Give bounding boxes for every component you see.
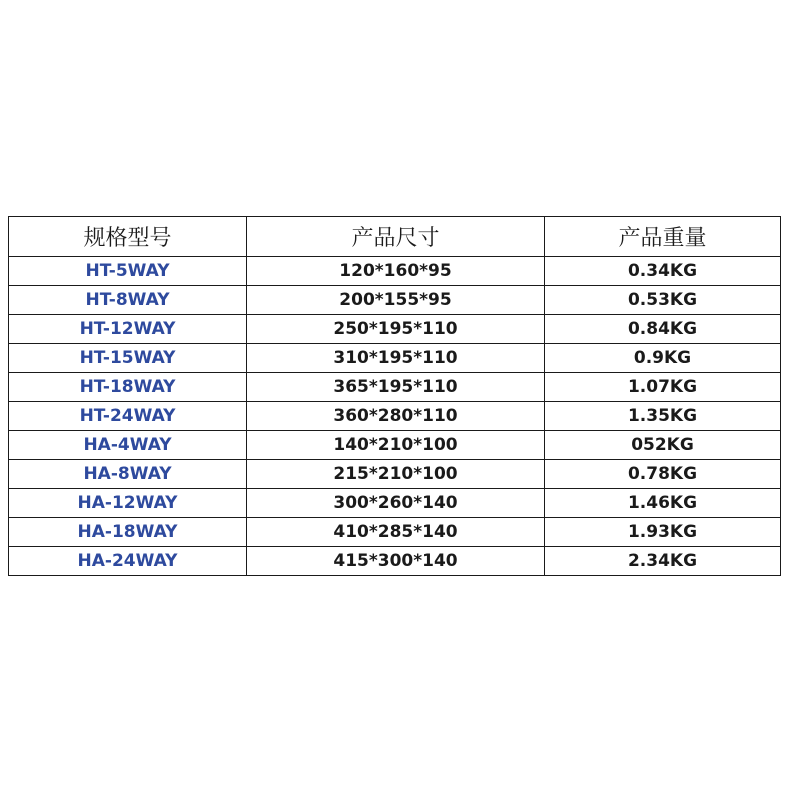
cell-model: HT-5WAY bbox=[9, 257, 247, 286]
cell-weight: 0.84KG bbox=[545, 315, 781, 344]
cell-model: HA-4WAY bbox=[9, 431, 247, 460]
cell-weight: 1.46KG bbox=[545, 489, 781, 518]
cell-model: HT-12WAY bbox=[9, 315, 247, 344]
cell-size: 140*210*100 bbox=[247, 431, 545, 460]
cell-weight: 2.34KG bbox=[545, 547, 781, 576]
cell-model: HA-8WAY bbox=[9, 460, 247, 489]
cell-weight: 1.07KG bbox=[545, 373, 781, 402]
cell-size: 200*155*95 bbox=[247, 286, 545, 315]
cell-size: 120*160*95 bbox=[247, 257, 545, 286]
cell-size: 410*285*140 bbox=[247, 518, 545, 547]
spec-table bbox=[8, 216, 781, 576]
table-row bbox=[9, 518, 781, 547]
table-row bbox=[9, 489, 781, 518]
cell-weight: 1.35KG bbox=[545, 402, 781, 431]
cell-weight: 052KG bbox=[545, 431, 781, 460]
table-row bbox=[9, 373, 781, 402]
cell-model: HA-12WAY bbox=[9, 489, 247, 518]
header-size: 产品尺寸 bbox=[247, 217, 545, 257]
table-row bbox=[9, 286, 781, 315]
cell-size: 250*195*110 bbox=[247, 315, 545, 344]
cell-model: HA-24WAY bbox=[9, 547, 247, 576]
cell-size: 300*260*140 bbox=[247, 489, 545, 518]
table-row bbox=[9, 344, 781, 373]
cell-size: 365*195*110 bbox=[247, 373, 545, 402]
cell-weight: 0.78KG bbox=[545, 460, 781, 489]
cell-weight: 1.93KG bbox=[545, 518, 781, 547]
cell-size: 310*195*110 bbox=[247, 344, 545, 373]
cell-model: HT-8WAY bbox=[9, 286, 247, 315]
cell-model: HA-18WAY bbox=[9, 518, 247, 547]
table-row bbox=[9, 460, 781, 489]
table-row bbox=[9, 257, 781, 286]
table-body bbox=[9, 257, 781, 576]
header-weight: 产品重量 bbox=[545, 217, 781, 257]
table-row bbox=[9, 402, 781, 431]
cell-size: 360*280*110 bbox=[247, 402, 545, 431]
table-row bbox=[9, 431, 781, 460]
cell-size: 215*210*100 bbox=[247, 460, 545, 489]
cell-size: 415*300*140 bbox=[247, 547, 545, 576]
cell-model: HT-15WAY bbox=[9, 344, 247, 373]
table-row bbox=[9, 547, 781, 576]
table-row bbox=[9, 315, 781, 344]
cell-weight: 0.34KG bbox=[545, 257, 781, 286]
header-model: 规格型号 bbox=[9, 217, 247, 257]
table-header bbox=[9, 217, 781, 257]
cell-weight: 0.9KG bbox=[545, 344, 781, 373]
cell-model: HT-18WAY bbox=[9, 373, 247, 402]
cell-weight: 0.53KG bbox=[545, 286, 781, 315]
cell-model: HT-24WAY bbox=[9, 402, 247, 431]
header-row bbox=[9, 217, 781, 257]
